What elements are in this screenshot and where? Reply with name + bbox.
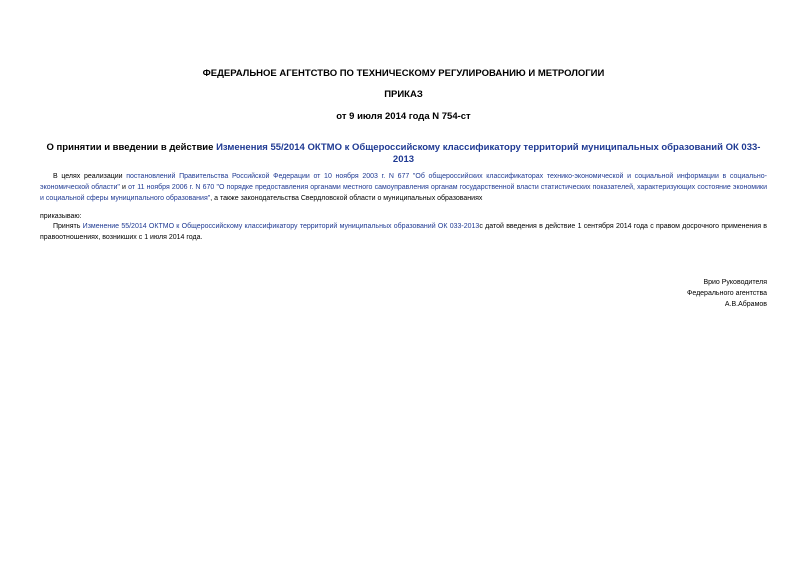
order-word: приказываю: [40, 213, 82, 220]
order-paragraph [40, 221, 767, 243]
resolution-670-link[interactable]: от 11 ноября 2006 г. N 670 "О порядке предоставления органами местного самоуправления органам государственной власти статистических показателей, характеризующих состояние экономики и социальной сферы муниципального образования" [40, 184, 767, 202]
document-type: ПРИКАЗ [384, 89, 423, 100]
preamble-paragraph [40, 171, 767, 204]
order-text-2: с датой введения в действие 1 сентября 2014 года с правом досрочного применения в правоотношениях, возникших с 1 июля 2014 года. [40, 223, 768, 241]
preamble-text-3: , а также законодательства Свердловской области о муниципальных образованиях [210, 195, 483, 202]
agency-name: ФЕДЕРАЛЬНОЕ АГЕНТСТВО ПО ТЕХНИЧЕСКОМУ РЕГУЛИРОВАНИЮ И МЕТРОЛОГИИ [202, 68, 605, 79]
signature-name: А.В.Абрамов [724, 301, 767, 308]
amendment-link[interactable]: Изменение 55/2014 ОКТМО к Общероссийскому классификатору территорий муниципальных образований ОК 033-2013 [82, 223, 480, 230]
document-title [40, 142, 767, 166]
order-text-1: Принять [53, 223, 83, 230]
signature-agency: Федерального агентства [687, 290, 767, 297]
preamble-text-1: В целях реализации [53, 173, 127, 180]
title-amendment-link[interactable]: Изменения 55/2014 ОКТМО к Общероссийскому классификатору территорий муниципальных образований ОК 033-2013 [216, 142, 761, 165]
preamble-text-2: и [119, 184, 129, 191]
document-date: от 9 июля 2014 года N 754-ст [336, 111, 471, 122]
signature-position: Врио Руководителя [703, 279, 767, 286]
title-prefix: О принятии и введении в действие [46, 142, 217, 153]
signature-block [687, 277, 767, 310]
resolution-677-link[interactable]: постановлений Правительства Российской Федерации от 10 ноября 2003 г. N 677 "Об общероссийских классификаторах технико-экономической и социальной информации в социально-экономической области" [40, 173, 768, 191]
